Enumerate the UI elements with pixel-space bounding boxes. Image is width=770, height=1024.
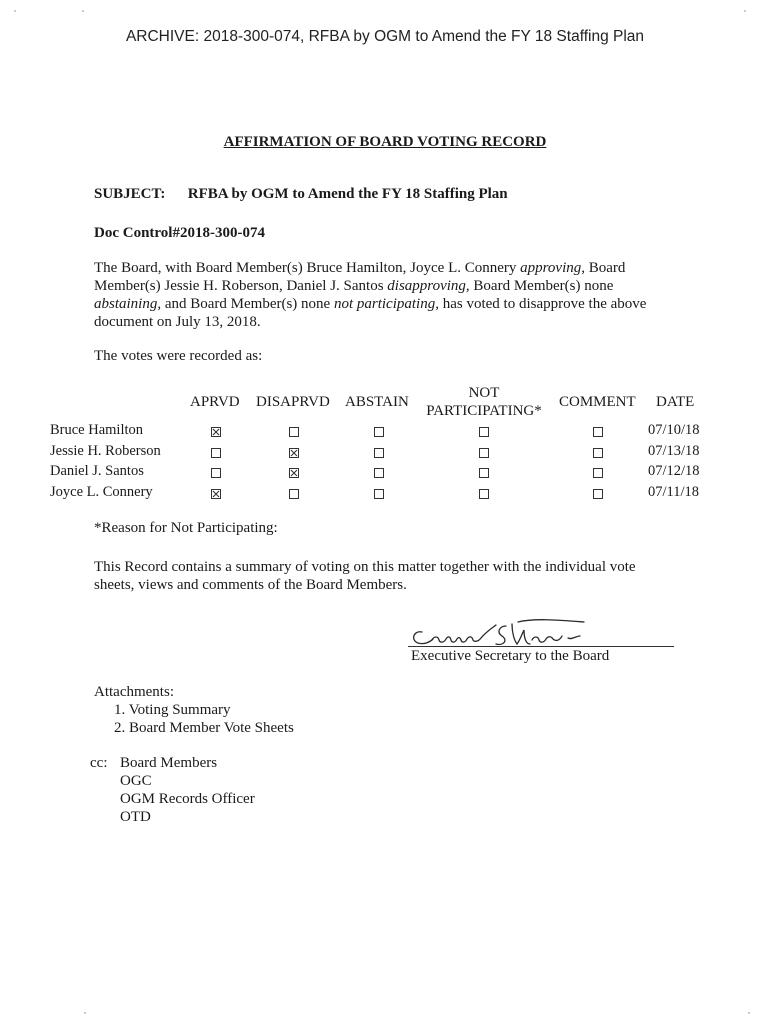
doc-control-number: Doc Control#2018-300-074 (94, 225, 265, 241)
vote-row-date: 07/10/18 (648, 422, 700, 438)
cc-item: OGC (120, 773, 152, 789)
attachments-section (94, 683, 294, 737)
vote-checkbox-not-participating (479, 468, 489, 478)
cc-item: OTD (120, 809, 151, 825)
paragraph-text: and Board Member(s) none (161, 296, 334, 312)
vote-checkbox-not-participating (479, 489, 489, 499)
vote-row-name: Bruce Hamilton (50, 422, 144, 438)
paragraph-line (94, 259, 684, 277)
signature-line (408, 646, 674, 647)
vote-row-date: 07/13/18 (648, 443, 700, 459)
attachment-item: 2. Board Member Vote Sheets (114, 720, 294, 736)
paragraph-text: has voted to disapprove the above (438, 296, 647, 312)
vote-row-date: 07/12/18 (648, 463, 700, 479)
vote-row-date: 07/11/18 (648, 484, 700, 500)
vote-checkbox-abstain (374, 427, 384, 437)
reason-not-participating: *Reason for Not Participating: (94, 520, 278, 536)
vote-checkbox-aprvd (211, 468, 221, 478)
paragraph-text: Board Member(s) none (469, 278, 614, 294)
vote-checkbox-disaprvd (289, 468, 299, 478)
vote-checkbox-aprvd (211, 489, 221, 499)
paragraph-text: Board (585, 260, 626, 276)
scan-speck (744, 10, 746, 12)
column-header-comment: COMMENT (559, 394, 636, 410)
scan-speck (14, 10, 16, 12)
archive-header: ARCHIVE: 2018-300-074, RFBA by OGM to Amend the FY 18 Staffing Plan (125, 28, 645, 45)
column-header-date: DATE (656, 394, 695, 410)
scan-speck (84, 1012, 86, 1014)
vote-checkbox-disaprvd (289, 448, 299, 458)
column-header-not-participating (424, 384, 544, 420)
votes-intro: The votes were recorded as: (94, 348, 263, 364)
paragraph-line (94, 277, 684, 295)
signature-title: Executive Secretary to the Board (411, 648, 610, 664)
paragraph-text: The Board, with Board Member(s) Bruce Hamilton, Joyce L. Connery (94, 260, 521, 276)
vote-row-name: Joyce L. Connery (50, 484, 153, 500)
vote-checkbox-not-participating (479, 427, 489, 437)
attachment-item: 1. Voting Summary (114, 702, 231, 718)
voting-paragraph (94, 259, 684, 331)
paragraph-text: Member(s) Jessie H. Roberson, Daniel J. Santos (94, 278, 388, 294)
vote-row-name: Daniel J. Santos (50, 463, 144, 479)
column-header-disaprvd: DISAPRVD (256, 394, 330, 410)
vote-checkbox-comment (593, 427, 603, 437)
vote-checkbox-comment (593, 468, 603, 478)
vote-row-name: Jessie H. Roberson (50, 443, 161, 459)
subject-text: RFBA by OGM to Amend the FY 18 Staffing Plan (187, 186, 508, 202)
cc-label: cc: (90, 755, 108, 771)
vote-checkbox-disaprvd (289, 489, 299, 499)
vote-checkbox-abstain (374, 489, 384, 499)
attachments-label: Attachments: (94, 684, 174, 700)
document-title: AFFIRMATION OF BOARD VOTING RECORD (223, 134, 547, 150)
vote-checkbox-abstain (374, 448, 384, 458)
scan-speck (748, 1012, 750, 1014)
column-header-line: NOT (468, 385, 500, 401)
column-header-abstain: ABSTAIN (345, 394, 409, 410)
vote-checkbox-not-participating (479, 448, 489, 458)
subject-label: SUBJECT: (94, 186, 166, 202)
vote-checkbox-comment (593, 489, 603, 499)
vote-checkbox-disaprvd (289, 427, 299, 437)
scan-speck (82, 10, 84, 12)
vote-checkbox-comment (593, 448, 603, 458)
paragraph-line (94, 295, 684, 313)
column-header-aprvd: APRVD (190, 394, 240, 410)
vote-checkbox-abstain (374, 468, 384, 478)
column-header-line: PARTICIPATING* (426, 403, 542, 419)
subject-line (94, 186, 508, 203)
summary-paragraph (94, 558, 674, 594)
paragraph-italic-text: disapproving, (387, 278, 470, 294)
paragraph-text: document on July 13, 2018. (94, 314, 261, 330)
cc-item: OGM Records Officer (120, 791, 255, 807)
vote-checkbox-aprvd (211, 448, 221, 458)
paragraph-italic-text: abstaining, (94, 296, 162, 312)
cc-item: Board Members (120, 755, 218, 771)
paragraph-italic-text: approving, (520, 260, 586, 276)
cc-section (90, 754, 255, 826)
paragraph-line (94, 313, 684, 331)
summary-line: This Record contains a summary of voting on this matter together with the individual vote (94, 559, 636, 575)
summary-line: sheets, views and comments of the Board Members. (94, 577, 407, 593)
paragraph-italic-text: not participating, (333, 296, 439, 312)
vote-checkbox-aprvd (211, 427, 221, 437)
